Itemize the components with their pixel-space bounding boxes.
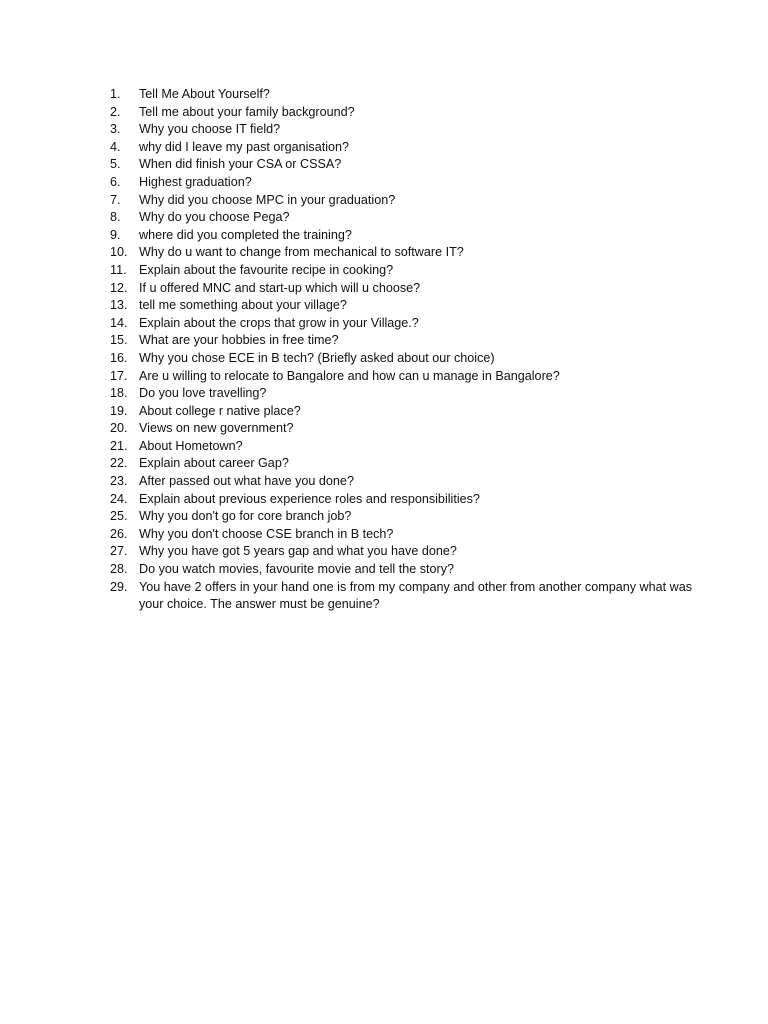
question-item: [110, 473, 710, 491]
question-text: Why you choose IT field?: [139, 122, 281, 137]
question-number: 26.: [110, 526, 128, 541]
question-text: Explain about career Gap?: [139, 456, 289, 471]
question-text: tell me something about your village?: [139, 298, 347, 313]
question-number: 17.: [110, 368, 128, 383]
question-text: About college r native place?: [139, 403, 301, 418]
question-item: [110, 227, 710, 245]
question-number: 25.: [110, 509, 128, 524]
question-item: [110, 543, 710, 561]
question-item: [110, 156, 710, 174]
question-item: [110, 438, 710, 456]
question-item: [110, 420, 710, 438]
question-number: 23.: [110, 474, 128, 489]
question-text: Explain about the crops that grow in your Village.?: [139, 315, 419, 330]
question-item: [110, 332, 710, 350]
question-number: 20.: [110, 421, 128, 436]
question-text: Highest graduation?: [139, 174, 252, 189]
question-number: 5.: [110, 157, 121, 172]
question-number: 29.: [110, 579, 128, 594]
question-item: [110, 368, 710, 386]
question-number: 6.: [110, 174, 121, 189]
question-text: Why do u want to change from mechanical to software IT?: [139, 245, 464, 260]
question-number: 8.: [110, 210, 121, 225]
question-number: 18.: [110, 386, 128, 401]
question-number: 22.: [110, 456, 128, 471]
question-item: [110, 350, 710, 368]
question-text: Tell me about your family background?: [139, 104, 355, 119]
question-text: About Hometown?: [139, 438, 243, 453]
question-item: [110, 262, 710, 280]
question-text: When did finish your CSA or CSSA?: [139, 157, 342, 172]
question-item: [110, 403, 710, 421]
question-text: Explain about previous experience roles and responsibilities?: [139, 491, 480, 506]
question-number: 11.: [110, 262, 127, 277]
question-item: [110, 86, 710, 104]
question-item: [110, 209, 710, 227]
question-item: [110, 455, 710, 473]
question-text: Why you have got 5 years gap and what you have done?: [139, 544, 457, 559]
question-number: 15.: [110, 333, 128, 348]
question-number: 16.: [110, 350, 128, 365]
question-item: [110, 508, 710, 526]
question-item: [110, 385, 710, 403]
question-text: After passed out what have you done?: [139, 474, 354, 489]
question-number: 28.: [110, 562, 128, 577]
question-item: [110, 121, 710, 139]
question-number: 19.: [110, 403, 128, 418]
question-item: [110, 174, 710, 192]
question-number: 1.: [110, 87, 121, 101]
question-number: 3.: [110, 122, 121, 137]
question-text: Why you chose ECE in B tech? (Briefly asked about our choice): [139, 350, 495, 365]
question-item: [110, 526, 710, 544]
question-text: Why did you choose MPC in your graduation?: [139, 192, 396, 207]
question-item: [110, 561, 710, 579]
question-number: 7.: [110, 192, 121, 207]
question-text: Why you don't go for core branch job?: [139, 509, 352, 524]
question-item: [110, 192, 710, 210]
question-text: What are your hobbies in free time?: [139, 333, 339, 348]
question-number: 12.: [110, 280, 128, 295]
question-number: 9.: [110, 227, 121, 242]
question-number: 4.: [110, 139, 121, 154]
question-item: [110, 139, 710, 157]
question-item: [110, 315, 710, 333]
question-text: Tell Me About Yourself?: [139, 87, 270, 101]
question-item: [110, 579, 710, 614]
question-text: You have 2 offers in your hand one is from my company and other from another company what was your choice. The answer must be genuine?: [139, 579, 693, 612]
question-item: [110, 104, 710, 122]
question-number: 14.: [110, 315, 128, 330]
question-number: 24.: [110, 491, 128, 506]
question-text: Views on new government?: [139, 421, 294, 436]
question-item: [110, 244, 710, 262]
question-number: 13.: [110, 298, 128, 313]
question-number: 2.: [110, 104, 121, 119]
question-list: [110, 86, 710, 614]
question-number: 21.: [110, 438, 128, 453]
question-text: Why you don't choose CSE branch in B tech?: [139, 526, 394, 541]
question-item: [110, 297, 710, 315]
question-text: Are u willing to relocate to Bangalore and how can u manage in Bangalore?: [139, 368, 560, 383]
question-text: Explain about the favourite recipe in cooking?: [139, 262, 394, 277]
question-text: Why do you choose Pega?: [139, 210, 290, 225]
question-text: Do you love travelling?: [139, 386, 267, 401]
question-number: 27.: [110, 544, 128, 559]
question-text: why did I leave my past organisation?: [139, 139, 350, 154]
question-item: [110, 491, 710, 509]
question-text: where did you completed the training?: [139, 227, 352, 242]
question-text: If u offered MNC and start-up which will u choose?: [139, 280, 421, 295]
question-text: Do you watch movies, favourite movie and tell the story?: [139, 562, 454, 577]
question-item: [110, 280, 710, 298]
question-number: 10.: [110, 245, 128, 260]
